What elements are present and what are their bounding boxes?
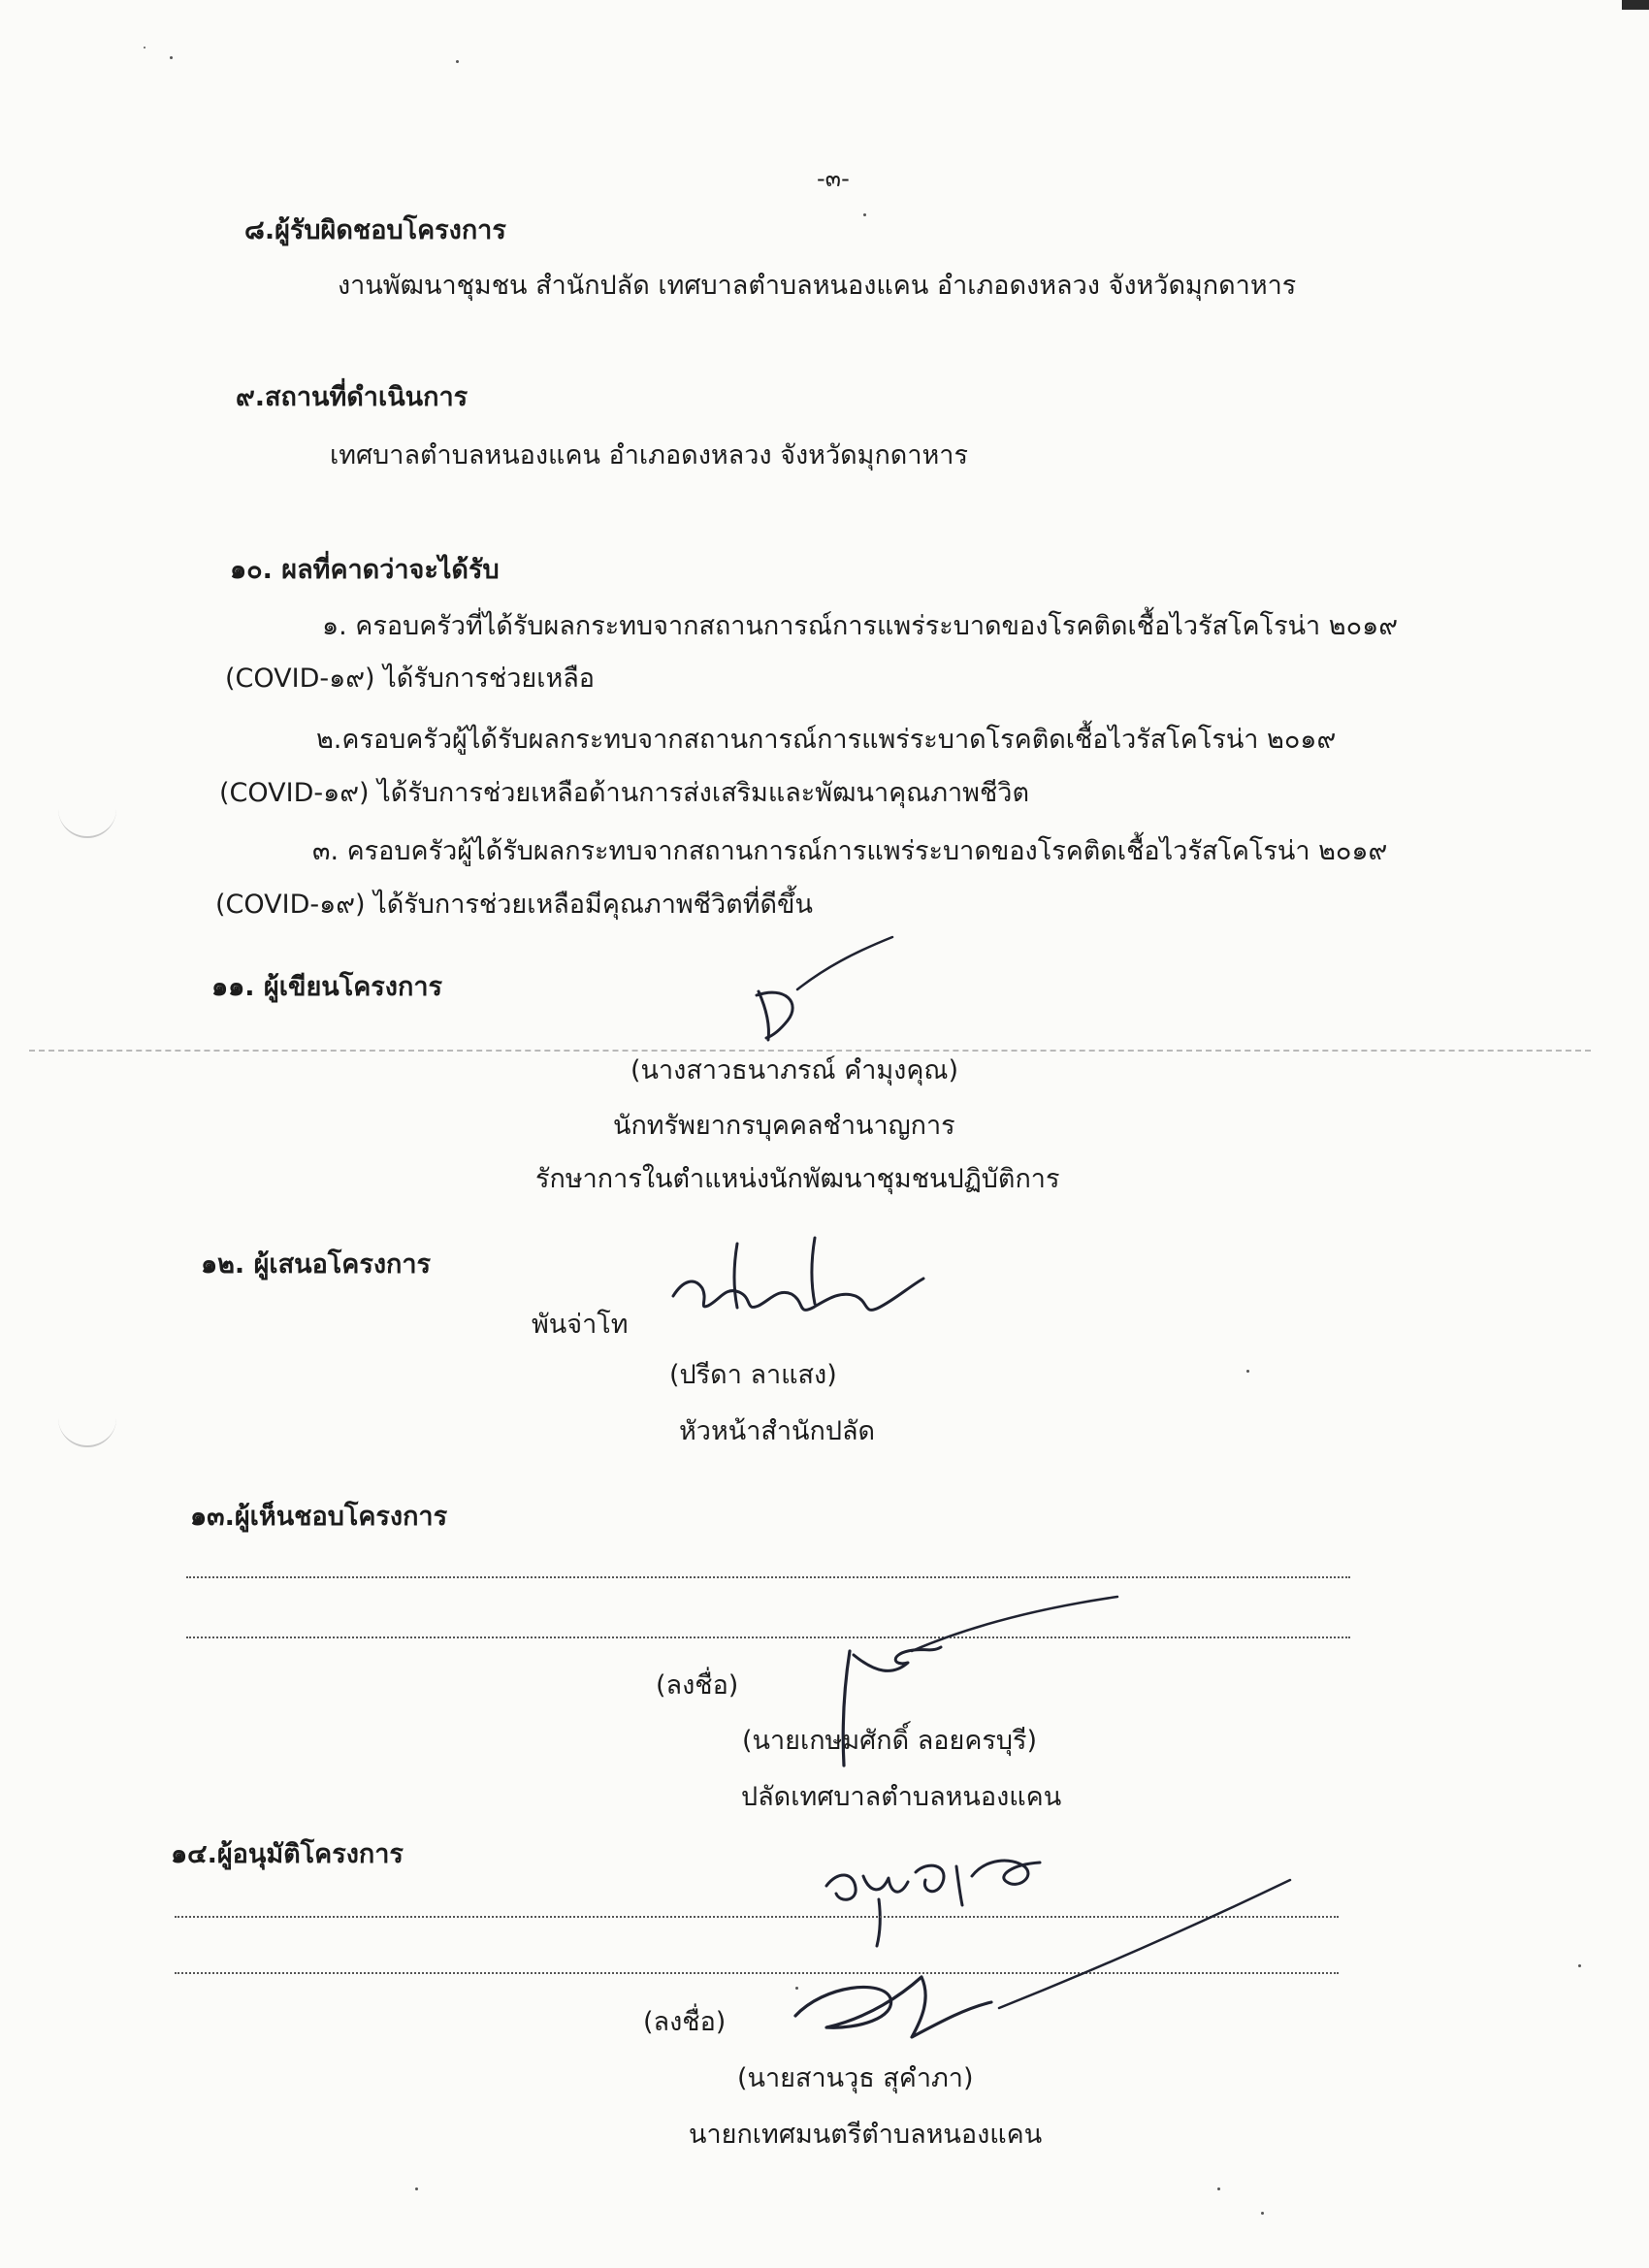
- binder-hole: [58, 1416, 116, 1447]
- writer-position-1: นักทรัพยากรบุคคลชำนาญการ: [613, 1111, 955, 1141]
- result-item-3-line2: (COVID-๑๙) ได้รับการช่วยเหลือมีคุณภาพชีวิตที่ดีขึ้น: [215, 890, 813, 920]
- section-10-heading: ๑๐. ผลที่คาดว่าจะได้รับ: [230, 555, 500, 585]
- scan-speck: [1246, 1370, 1249, 1373]
- section-9-body: เทศบาลตำบลหนองแคน อำเภอดงหลวง จังหวัดมุกดาหาร: [330, 440, 968, 470]
- proposer-signature: [669, 1232, 931, 1339]
- comment-line-2: [186, 1636, 1350, 1638]
- comment-line-1: [186, 1576, 1350, 1578]
- section-11-heading: ๑๑. ผู้เขียนโครงการ: [211, 972, 442, 1002]
- writer-name: (นางสาวธนาภรณ์ คำมุงคุณ): [630, 1055, 959, 1085]
- section-13-heading: ๑๓.ผู้เห็นชอบโครงการ: [190, 1502, 448, 1532]
- approver-2-position: นายกเทศมนตรีตำบลหนองแคน: [689, 2120, 1043, 2150]
- result-item-2-line2: (COVID-๑๙) ได้รับการช่วยเหลือด้านการส่งเสริมและพัฒนาคุณภาพชีวิต: [219, 778, 1029, 808]
- approver-1-sign-label: (ลงชื่อ): [656, 1670, 739, 1701]
- approver-2-sign-label: (ลงชื่อ): [643, 2007, 727, 2037]
- scan-artifact: [1622, 0, 1649, 10]
- result-item-1-line1: ๑. ครอบครัวที่ได้รับผลกระทบจากสถานการณ์การแพร่ระบาดของโรคติดเชื้อไวรัสโคโรน่า ๒๐๑๙: [322, 611, 1398, 641]
- writer-signature: [737, 931, 912, 1067]
- scan-speck: [863, 213, 866, 216]
- section-9-heading: ๙.สถานที่ดำเนินการ: [236, 382, 469, 412]
- section-12-heading: ๑๒. ผู้เสนอโครงการ: [201, 1249, 432, 1280]
- result-item-1-line2: (COVID-๑๙) ได้รับการช่วยเหลือ: [225, 664, 596, 694]
- approver-2-signature: [776, 1872, 1300, 2066]
- scan-speck: [1261, 2212, 1264, 2215]
- page-number: -๓-: [817, 165, 850, 192]
- scan-speck: [1578, 1964, 1581, 1967]
- scan-speck: [795, 1987, 798, 1990]
- scan-speck: [456, 60, 459, 63]
- section-8-body: งานพัฒนาชุมชน สำนักปลัด เทศบาลตำบลหนองแคน อำเภอดงหลวง จังหวัดมุกดาหาร: [338, 271, 1297, 301]
- scan-speck: [170, 56, 173, 59]
- scan-speck: [1217, 2187, 1220, 2190]
- proposer-rank: พันจ่าโท: [532, 1310, 629, 1340]
- proposer-position: หัวหน้าสำนักปลัด: [679, 1416, 876, 1446]
- scan-speck: [415, 2187, 418, 2190]
- approver-1-position: ปลัดเทศบาลตำบลหนองแคน: [741, 1782, 1062, 1812]
- approver-2-name: (นายสานวุธ สุคำภา): [737, 2063, 974, 2093]
- result-item-3-line1: ๓. ครอบครัวผู้ได้รับผลกระทบจากสถานการณ์การแพร่ระบาดของโรคติดเชื้อไวรัสโคโรน่า ๒๐๑๙: [312, 836, 1388, 866]
- result-item-2-line1: ๒.ครอบครัวผู้ได้รับผลกระทบจากสถานการณ์การแพร่ระบาดโรคติดเชื้อไวรัสโคโรน่า ๒๐๑๙: [316, 725, 1337, 755]
- proposer-name: (ปรีดา ลาแสง): [669, 1360, 837, 1390]
- writer-position-2: รักษาการในตำแหน่งนักพัฒนาชุมชนปฏิบัติการ: [535, 1164, 1060, 1194]
- approver-1-name: (นายเกษมศักดิ์ ลอยครบุรี): [742, 1726, 1038, 1756]
- binder-hole: [58, 807, 116, 838]
- scan-speck: [144, 47, 146, 49]
- section-14-heading: ๑๔.ผู้อนุมัติโครงการ: [171, 1839, 404, 1869]
- fold-line: [29, 1050, 1591, 1052]
- section-8-heading: ๘.ผู้รับผิดชอบโครงการ: [244, 215, 506, 245]
